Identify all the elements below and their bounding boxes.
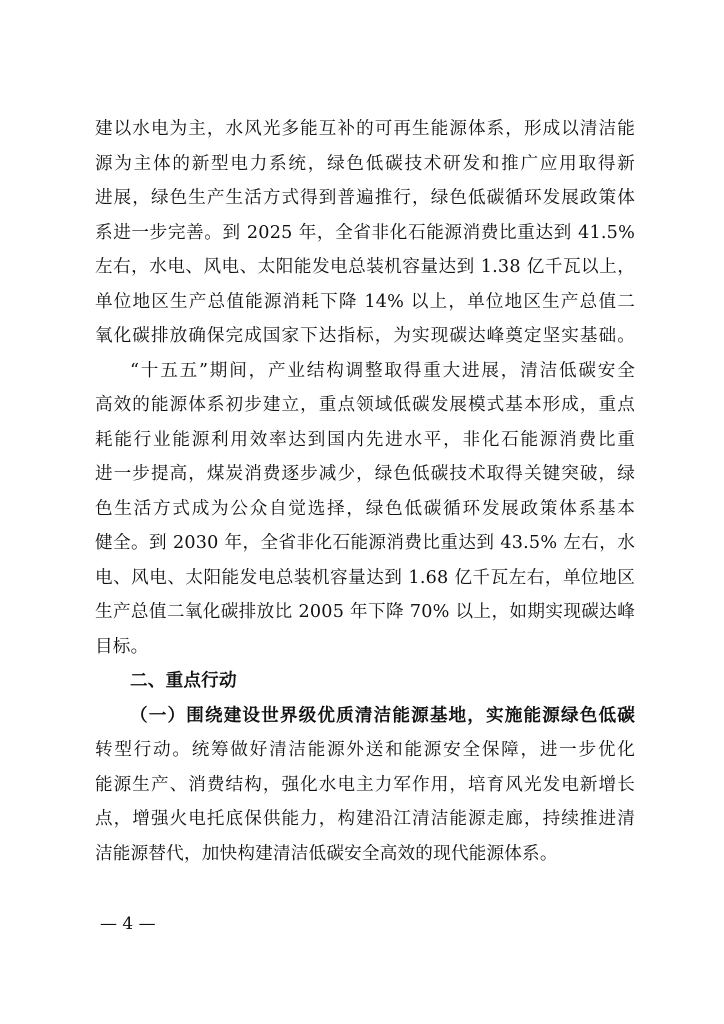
text-line: 洁能源替代，加快构建清洁低碳安全高效的现代能源体系。 [95, 843, 558, 864]
text-line: 色生活方式成为公众自觉选择，绿色低碳循环发展政策体系基本 [95, 498, 635, 519]
paragraph-start-line: “十五五”期间，产业结构调整取得重大进展，清洁低碳安全 [130, 360, 635, 381]
text-line: 源为主体的新型电力系统，绿色低碳技术研发和推广应用取得新 [95, 153, 635, 174]
text-line: 单位地区生产总值能源消耗下降 14% 以上，单位地区生产总值二 [95, 291, 635, 312]
text-line: 耗能行业能源利用效率达到国内先进水平，非化石能源消费比重 [95, 429, 635, 450]
text-line: 建以水电为主，水风光多能互补的可再生能源体系，形成以清洁能 [95, 119, 635, 139]
text-line: 转型行动。统筹做好清洁能源外送和能源安全保障，进一步优化 [95, 740, 635, 760]
text-line: 目标。 [95, 636, 149, 657]
text-line: 氧化碳排放确保完成国家下达指标，为实现碳达峰奠定坚实基础。 [95, 326, 635, 346]
text-line: 系进一步完善。到 2025 年，全省非化石能源消费比重达到 41.5% [95, 222, 635, 243]
section-heading: 二、重点行动 [130, 671, 237, 691]
text-line: 进展，绿色生产生活方式得到普遍推行，绿色低碳循环发展政策体 [95, 188, 635, 208]
subsection-heading-line: （一）围绕建设世界级优质清洁能源基地，实施能源绿色低碳 [130, 704, 635, 726]
text-line: 健全。到 2030 年，全省非化石能源消费比重达到 43.5% 左右，水 [95, 533, 635, 553]
text-line: 生产总值二氧化碳排放比 2005 年下降 70% 以上，如期实现碳达峰 [95, 602, 635, 622]
text-line: 电、风电、太阳能发电总装机容量达到 1.68 亿千瓦左右，单位地区 [95, 567, 635, 588]
text-line: 点，增强火电托底保供能力，构建沿江清洁能源走廊，持续推进清 [95, 809, 635, 829]
body-text [95, 112, 635, 871]
text-line: 能源生产、消费结构，强化水电主力军作用，培育风光发电新增长 [95, 774, 635, 795]
page-number: — 4 — [100, 914, 156, 934]
text-line: 进一步提高，煤炭消费逐步减少，绿色低碳技术取得关键突破，绿 [95, 464, 635, 484]
text-line: 高效的能源体系初步建立，重点领域低碳发展模式基本形成，重点 [95, 395, 635, 415]
text-line: 左右，水电、风电、太阳能发电总装机容量达到 1.38 亿千瓦以上， [95, 257, 635, 277]
